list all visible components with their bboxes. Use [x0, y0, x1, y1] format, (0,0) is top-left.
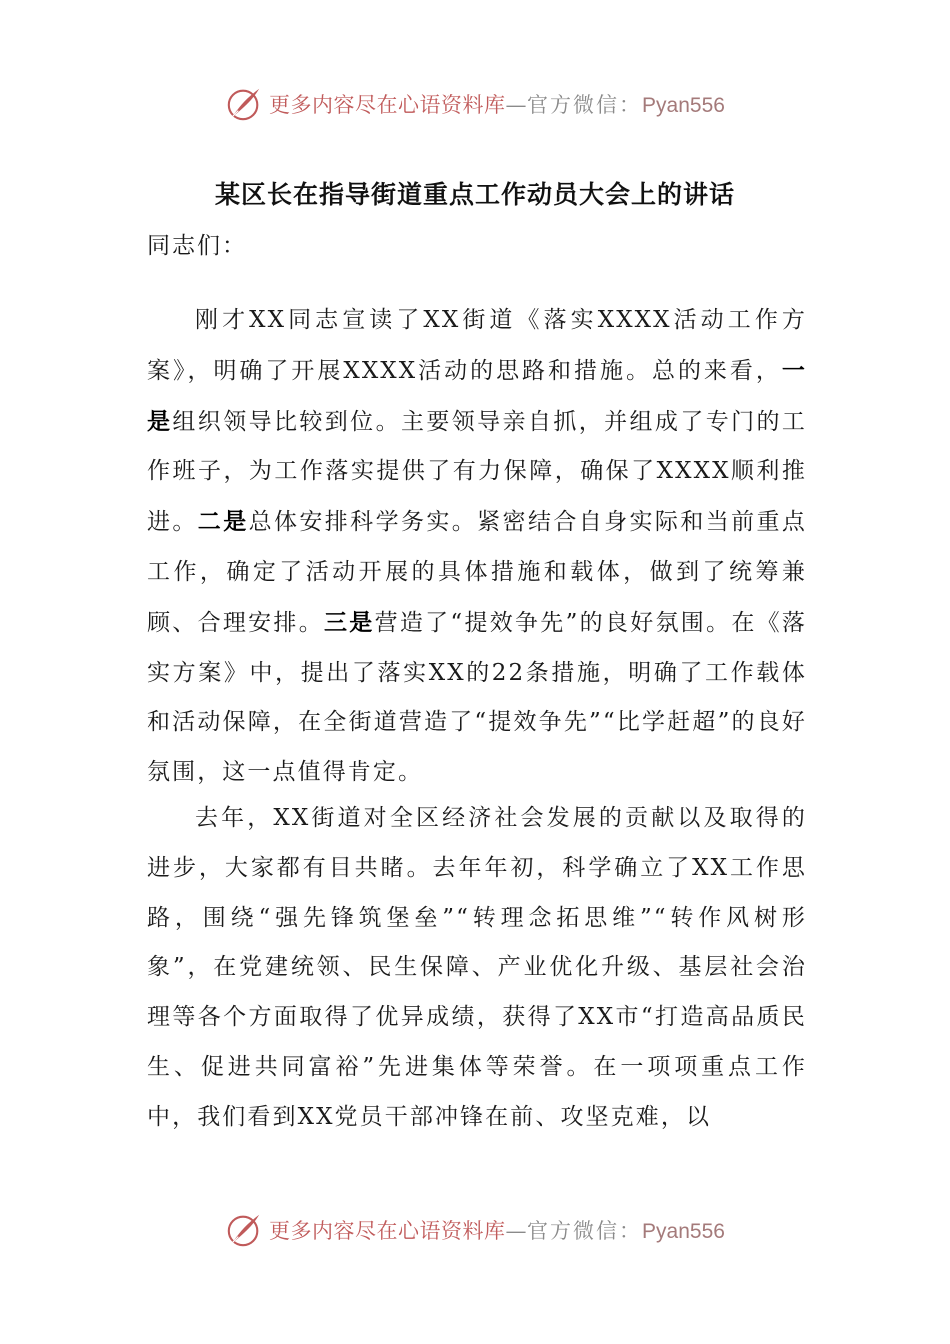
footer-banner	[0, 1206, 950, 1254]
banner-site-text: 更多内容尽在心语资料库	[269, 1219, 506, 1243]
paragraph-1-text-4: 营造了“提效争先”的良好氛围。在《落实方案》中，提出了落实XX的22条措施，明确了工作载体和活动保障，在全街道营造了“提效争先”“比学赶超”的良好氛围，这一点值得肯定。	[147, 609, 807, 786]
paragraph-1-text-3: 总体安排科学务实。紧密结合自身实际和当前重点工作，确定了活动开展的具体措施和载体，做到了统筹兼顾、合理安排。	[147, 509, 808, 636]
paragraph-1-text-1: 刚才XX同志宣读了XX街道《落实XXXX活动工作方案》，明确了开展XXXX活动的思路和措施。总的来看，	[147, 307, 807, 384]
salutation: 同志们：	[147, 233, 247, 259]
banner-wechat-id: Pyan556	[642, 1220, 725, 1243]
paragraph-2	[147, 794, 807, 1143]
banner-site-text: 更多内容尽在心语资料库	[269, 93, 506, 117]
point-three-label: 三是	[323, 608, 375, 636]
paragraph-1-text-2: 组织领导比较到位。主要领导亲自抓，并组成了专门的工作班子，为工作落实提供了有力保障，确保了XXXX顺利推进。	[147, 408, 808, 536]
point-one-label: 一是	[147, 356, 807, 435]
quill-logo-icon	[225, 85, 263, 123]
header-banner	[0, 80, 950, 128]
banner-text	[269, 89, 725, 119]
point-two-label: 二是	[197, 508, 249, 536]
banner-dash: —	[505, 1219, 528, 1243]
banner-dash: —	[505, 93, 528, 117]
paragraph-1	[147, 296, 807, 798]
document-title: 某区长在指导街道重点工作动员大会上的讲话	[214, 180, 735, 209]
banner-wechat-label: 官方微信：	[527, 1219, 643, 1243]
quill-logo-icon	[225, 1211, 263, 1249]
banner-wechat-id: Pyan556	[642, 94, 725, 117]
banner-text	[269, 1215, 725, 1245]
banner-wechat-label: 官方微信：	[527, 93, 643, 117]
paragraph-2-text: 去年，XX街道对全区经济社会发展的贡献以及取得的进步，大家都有目共睹。去年年初，科学确立了XX工作思路，围绕“强先锋筑堡垒”“转理念拓思维”“转作风树形象”，在党建统领、民生保障、产业优化升级、基层社会治理等各个方面取得了优异成绩，获得了XX市“打造高品质民生、促进共同富裕”先进集体等荣誉。在一项项重点工作中，我们看到XX党员干部冲锋在前、攻坚克难，以	[147, 805, 807, 1130]
